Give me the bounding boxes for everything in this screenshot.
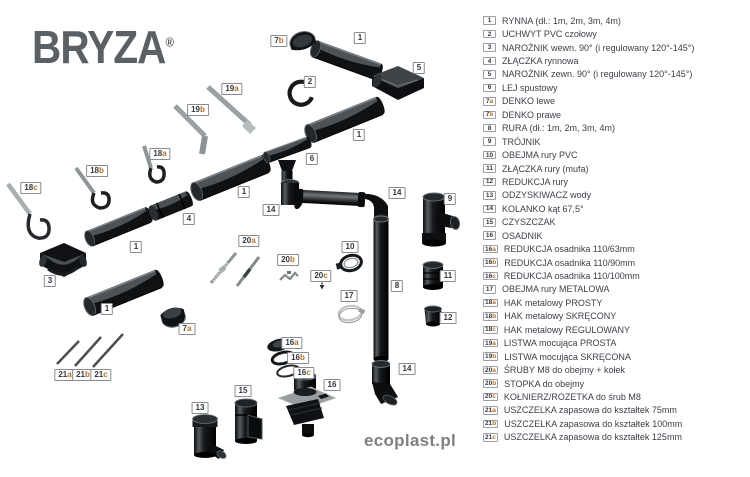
legend-item-label: KOŁNIERZ/ROZETKA do śrub M8 — [503, 391, 641, 402]
legend-item-number: 16 b — [485, 259, 497, 267]
part-callout-label: 11 — [440, 270, 456, 282]
part-callout-label: 21b — [72, 369, 94, 381]
legend-item-label: OSADNIK — [502, 230, 543, 241]
legend-item-label: OBEJMA rury PVC — [502, 150, 578, 161]
legend-row — [483, 404, 745, 417]
legend-item-label: DENKO lewe — [502, 96, 556, 107]
part-callout-label: 20c — [310, 270, 331, 282]
legend-item-label: CZYSZCZAK — [502, 217, 556, 228]
legend-row — [483, 296, 745, 309]
legend-row — [483, 189, 745, 202]
part-callout-label: 16b — [287, 352, 309, 364]
part-callout-label: 2 — [304, 76, 316, 88]
part-callout-label: 8 — [391, 280, 403, 292]
legend-row — [483, 363, 745, 376]
brand-logo-text: BRYZA — [32, 21, 166, 73]
legend-item-number: 7 b — [483, 111, 496, 120]
legend-row — [483, 256, 745, 269]
part-callout-label: 18b — [86, 165, 108, 177]
part-callout-label: 5 — [413, 62, 425, 74]
part-callout-label: 7a — [179, 323, 196, 335]
part-callout-label: 13 — [192, 402, 209, 414]
legend-item-number: 8 — [483, 124, 496, 133]
legend-item-number: 20 c — [485, 393, 496, 401]
legend-row — [483, 175, 745, 188]
part-callout-label: 1 — [353, 129, 365, 141]
part-callout-label: 1 — [130, 241, 142, 253]
legend-row — [483, 350, 745, 363]
legend-item-number: 4 — [483, 57, 496, 66]
part-callout-label: 10 — [342, 241, 359, 253]
part-callout-label: 12 — [440, 312, 457, 324]
legend-item-number: 15 — [483, 218, 496, 227]
website-text: ecoplast.pl — [363, 431, 457, 450]
legend-row — [483, 229, 745, 242]
legend-row — [483, 202, 745, 215]
part-callout-label: 19a — [221, 83, 242, 95]
legend-item-number: 21 b — [485, 420, 497, 428]
legend-item-label: KOLANKO kąt 67,5° — [502, 203, 584, 214]
legend-item-label: RURA (dł.: 1m, 2m, 3m, 4m) — [502, 123, 616, 134]
part-callout-label: 1 — [238, 186, 250, 198]
legend-item-number: 16 — [483, 231, 496, 240]
part-callout-label: 19b — [187, 104, 209, 116]
legend-item-label: STOPKA do obejmy — [504, 378, 585, 389]
part-callout-label: 20a — [238, 235, 259, 247]
legend-item-label: DENKO prawe — [502, 109, 562, 120]
legend-item-number: 3 — [483, 43, 496, 52]
legend-item-number: 9 — [483, 137, 496, 146]
legend-item-label: USZCZELKA zapasowa do kształtek 125mm — [503, 432, 682, 443]
part-callout-label: 16 — [324, 379, 341, 391]
legend-row — [483, 310, 745, 323]
legend-item-label: ŚRUBY M8 do obejmy + kołek — [503, 365, 625, 376]
legend-row — [483, 377, 745, 390]
legend-item-label: TRÓJNIK — [502, 136, 541, 147]
legend-row — [483, 431, 745, 444]
legend-row — [483, 14, 745, 27]
legend-row — [483, 122, 745, 135]
legend-item-number: 16 a — [485, 245, 496, 253]
legend-row — [483, 242, 745, 255]
legend-item-number: 18 a — [485, 299, 496, 307]
part-callout-label: 17 — [341, 290, 358, 302]
part-callout-label: 14 — [389, 187, 406, 199]
legend-item-number: 20 b — [485, 380, 497, 388]
part-callout-label: 18c — [20, 182, 41, 194]
legend-item-label: REDUKCJA osadnika 110/63mm — [503, 244, 635, 255]
legend-item-label: NAROŻNIK wewn. 90° (i regulowany 120°-145°) — [502, 42, 695, 53]
legend-row — [483, 95, 745, 108]
legend-item-number: 13 — [483, 191, 496, 200]
legend-row — [483, 417, 745, 430]
part-callout-label: 1 — [101, 303, 113, 315]
legend-item-label: HAK metalowy REGULOWANY — [503, 324, 631, 335]
legend-item-label: OBEJMA rury METALOWA — [502, 284, 610, 295]
legend-item-label: RYNNA (dł.: 1m, 2m, 3m, 4m) — [502, 15, 621, 26]
legend-item-label: LEJ spustowy — [502, 82, 558, 93]
legend-list — [483, 14, 745, 444]
legend-item-number: 20 a — [485, 366, 496, 374]
part-callout-label: 20b — [277, 254, 299, 266]
legend-item-label: LISTWA mocująca PROSTA — [503, 338, 617, 349]
legend-item-number: 6 — [483, 84, 496, 93]
part-callout-label: 3 — [44, 275, 56, 287]
part-callout-label: 18a — [149, 148, 170, 160]
part-callout-label: 1 — [354, 32, 366, 44]
legend-item-label: USZCZELKA zapasowa do kształtek 100mm — [504, 418, 683, 429]
legend-item-number: 5 — [483, 70, 496, 79]
part-callout-label: 4 — [183, 213, 195, 225]
legend-item-number: 17 — [483, 285, 496, 294]
part-callout-label: 6 — [306, 153, 318, 165]
legend-row — [483, 269, 745, 282]
legend-item-number: 2 — [483, 30, 496, 39]
legend-item-label: HAK metalowy PROSTY — [503, 297, 603, 308]
legend-item-label: ZŁĄCZKA rury (mufa) — [502, 163, 589, 174]
legend-item-number: 18 b — [485, 312, 497, 320]
legend-item-label: REDUKCJA osadnika 110/100mm — [503, 271, 640, 282]
legend-row — [483, 337, 745, 350]
legend-item-number: 21 c — [485, 433, 496, 441]
legend-item-label: LISTWA mocująca SKRĘCONA — [504, 351, 631, 362]
legend-item-number: 7 a — [483, 97, 496, 106]
legend-row — [483, 216, 745, 229]
legend-item-number: 10 — [483, 151, 496, 160]
part-callout-label: 14 — [399, 363, 416, 375]
legend-item-label: USZCZELKA zapasowa do kształtek 75mm — [503, 405, 677, 416]
legend-row — [483, 68, 745, 81]
legend-item-label: UCHWYT PVC czołowy — [502, 29, 597, 40]
legend-row — [483, 27, 745, 40]
legend-item-number: 19 b — [485, 353, 497, 361]
legend-item-number: 18 c — [485, 326, 496, 334]
part-callout-label: 15 — [235, 385, 252, 397]
registered-mark: ® — [165, 34, 174, 50]
part-callout-label: 16a — [281, 337, 302, 349]
legend-row — [483, 162, 745, 175]
legend-item-label: REDUKCJA osadnika 110/90mm — [504, 257, 636, 268]
legend-item-label: HAK metalowy SKRĘCONY — [504, 311, 617, 322]
part-callout-label: 21c — [90, 369, 111, 381]
legend-item-number: 16 c — [485, 272, 496, 280]
legend-item-number: 12 — [483, 178, 496, 187]
legend-item-label: NAROŻNIK zewn. 90° (i regulowany 120°-145°) — [502, 69, 693, 80]
legend-item-number: 14 — [483, 205, 496, 214]
legend-item-label: ZŁĄCZKA rynnowa — [502, 56, 579, 67]
legend-item-label: REDUKCJA rury — [502, 176, 569, 187]
legend-item-number: 1 — [483, 16, 496, 25]
legend-item-label: ODZYSKIWACZ wody — [502, 190, 592, 201]
legend-item-number: 19 a — [485, 339, 496, 347]
part-callout-label: 14 — [263, 204, 280, 216]
legend-row — [483, 148, 745, 161]
part-callout-label: 16c — [293, 367, 314, 379]
legend-row — [483, 390, 745, 403]
legend-row — [483, 323, 745, 336]
legend-row — [483, 54, 745, 67]
legend-item-number: 11 — [483, 164, 496, 173]
legend-row — [483, 283, 745, 296]
legend-item-number: 21 a — [485, 406, 496, 414]
legend-row — [483, 81, 745, 94]
legend-row — [483, 108, 745, 121]
legend-row — [483, 41, 745, 54]
part-callout-label: 7b — [270, 35, 287, 47]
legend-row — [483, 135, 745, 148]
part-callout-label: 9 — [444, 193, 456, 205]
part-callout-label: 21a — [54, 369, 75, 381]
